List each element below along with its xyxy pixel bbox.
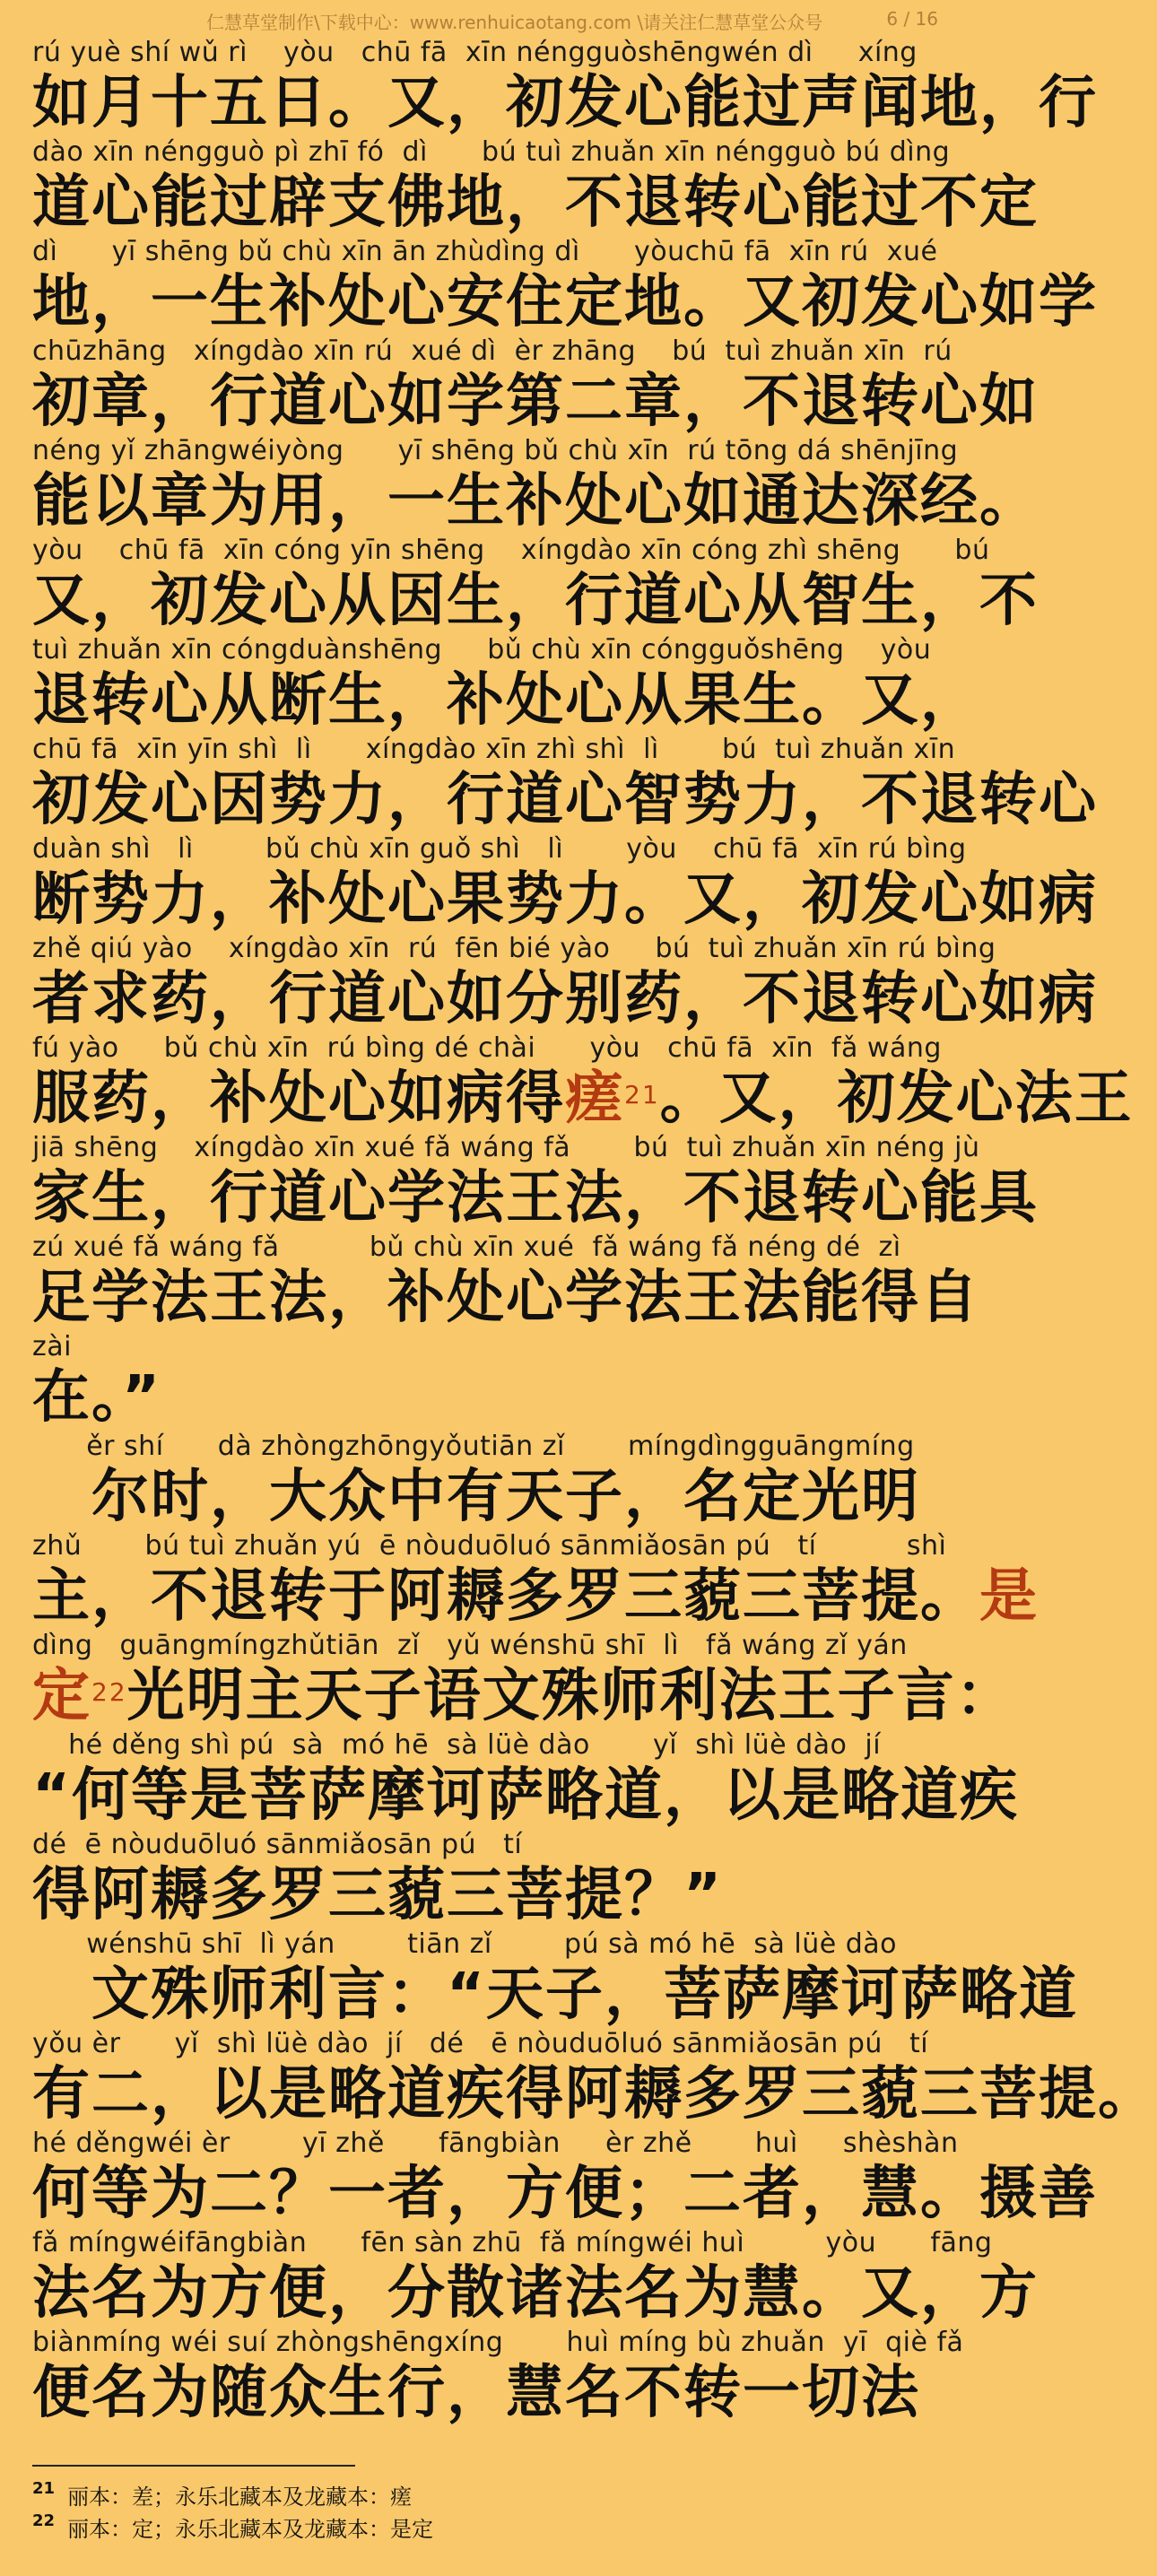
hanzi-text: 文殊师利言：“天子，菩萨摩诃萨略道 — [32, 1962, 1079, 2028]
footnote — [32, 2511, 433, 2543]
hanzi-text: 道心能过辟支佛地，不退转心能过不定 — [32, 170, 1039, 236]
hanzi-line — [32, 866, 1098, 933]
pinyin-line: dìng guāngmíngzhǔtiān zǐ yǔ wénshū shī lì fǎ wáng zǐ yán — [32, 1630, 908, 1661]
text-line — [32, 2028, 1157, 2128]
hanzi-line — [32, 1663, 1015, 1729]
hanzi-text: “何等是菩萨摩诃萨略道，以是略道疾 — [32, 1762, 1020, 1829]
hanzi-line — [32, 170, 1039, 236]
footnote-number: 21 — [32, 2479, 56, 2498]
footnote-text: 丽本：定；永乐北藏本及龙藏本：是定 — [67, 2517, 434, 2542]
hanzi-line — [32, 70, 1098, 136]
hanzi-line — [32, 1962, 1079, 2028]
hanzi-text: 又，初发心从因生，行道心从智生，不 — [32, 568, 1039, 634]
hanzi-line — [32, 269, 1098, 335]
pinyin-line: ěr shí dà zhòngzhōngyǒutiān zǐ míngdìngguāngmíng — [32, 1431, 915, 1462]
pinyin-line: hé děng shì pú sà mó hē sà lüè dào yǐ shì lüè dào jí — [32, 1729, 882, 1761]
text-line — [32, 1332, 951, 1429]
hanzi-text: 能以章为用，一生补处心如通达深经。 — [32, 468, 1039, 535]
hanzi-text: 服药，补处心如病得 — [32, 1066, 565, 1132]
footnote-number: 22 — [32, 2511, 56, 2530]
hanzi-text: 便名为随众生行，慧名不转一切法 — [32, 2360, 920, 2426]
hanzi-text: 者求药，行道心如分别药，不退转心如病 — [32, 966, 1098, 1032]
text-line — [32, 933, 1098, 1032]
pinyin-line: rú yuè shí wǔ rì yòu chū fā xīn néngguòshēngwén dì xíng — [32, 37, 918, 68]
footnote-ref[interactable]: 22 — [91, 1677, 127, 1707]
text-line — [32, 1231, 979, 1331]
header-site-text: 仁慧草堂制作\下载中心：www.renhuicaotang.com \请关注仁慧草堂公众号 — [206, 12, 823, 33]
hanzi-text: 光明主天子语文殊师利法王子言： — [126, 1663, 1015, 1729]
hanzi-line — [32, 369, 1039, 435]
variant-char: 是 — [979, 1563, 1039, 1630]
footnote — [32, 2479, 412, 2511]
text-line — [32, 1530, 1039, 1630]
hanzi-line — [32, 1762, 1020, 1829]
text-line — [32, 1630, 1015, 1729]
hanzi-line — [32, 966, 1098, 1032]
footnote-divider — [32, 2465, 355, 2467]
hanzi-line — [32, 767, 1098, 833]
text-line — [32, 2227, 1039, 2327]
pinyin-line: dào xīn néngguò pì zhī fó dì bú tuì zhuǎn xīn néngguò bú dìng — [32, 136, 951, 168]
pinyin-line: zhě qiú yào xíngdào xīn rú fēn bié yào bú tuì zhuǎn xīn rú bìng — [32, 933, 996, 964]
hanzi-line — [32, 1563, 1039, 1630]
pinyin-line: dé ē nòuduōluó sānmiǎosān pú tí — [32, 1829, 523, 1860]
hanzi-text: 如月十五日。又，初发心能过声闻地，行 — [32, 70, 1098, 136]
text-line — [32, 435, 1039, 535]
pinyin-line: duàn shì lì bǔ chù xīn guǒ shì lì yòu chū fā xīn rú bìng — [32, 833, 967, 865]
hanzi-line — [32, 1466, 951, 1528]
hanzi-line — [32, 468, 1039, 535]
hanzi-text: 家生，行道心学法王法，不退转心能具 — [32, 1165, 1039, 1231]
pinyin-line: hé děngwéi èr yī zhě fāngbiàn èr zhě huì shèshàn — [32, 2128, 959, 2159]
text-line — [32, 734, 1098, 833]
page-number: 6 / 16 — [886, 8, 938, 30]
hanzi-text: 何等为二？一者，方便；二者，慧。摄善 — [32, 2161, 1098, 2227]
text-line — [32, 136, 1039, 236]
hanzi-text: 有二，以是略道疾得阿耨多罗三藐三菩提。 — [32, 2061, 1157, 2128]
hanzi-text: 退转心从断生，补处心从果生。又， — [32, 667, 979, 734]
pinyin-line: dì yī shēng bǔ chù xīn ān zhùdìng dì yòuchū fā xīn rú xué — [32, 236, 938, 267]
text-line — [32, 2327, 964, 2426]
hanzi-line — [32, 1066, 1134, 1132]
footnote-ref[interactable]: 21 — [624, 1080, 660, 1110]
hanzi-line — [32, 1265, 979, 1331]
pinyin-line: wénshū shī lì yán tiān zǐ pú sà mó hē sà lüè dào — [32, 1928, 897, 1960]
pinyin-line: zhǔ bú tuì zhuǎn yú ē nòuduōluó sānmiǎosān pú tí shì — [32, 1530, 947, 1562]
hanzi-line — [32, 667, 979, 734]
variant-char: 瘥 — [565, 1066, 624, 1132]
hanzi-text: 得阿耨多罗三藐三菩提？” — [32, 1862, 724, 1928]
text-line — [32, 833, 1098, 933]
hanzi-text: 主，不退转于阿耨多罗三藐三菩提。 — [32, 1563, 979, 1630]
text-line — [32, 1432, 951, 1528]
hanzi-line — [32, 568, 1039, 634]
hanzi-line — [32, 2161, 1098, 2227]
pinyin-line: fú yào bǔ chù xīn rú bìng dé chài yòu chū fā xīn fǎ wáng — [32, 1032, 942, 1064]
pinyin-line: chūzhāng xíngdào xīn rú xué dì èr zhāng bú tuì zhuǎn xīn rú — [32, 335, 953, 367]
pinyin-line: jiā shēng xíngdào xīn xué fǎ wáng fǎ bú tuì zhuǎn xīn néng jù — [32, 1132, 980, 1163]
hanzi-text: 初章，行道心如学第二章，不退转心如 — [32, 369, 1039, 435]
pinyin-line: tuì zhuǎn xīn cóngduànshēng bǔ chù xīn cóngguǒshēng yòu — [32, 634, 932, 666]
text-line — [32, 634, 979, 734]
hanzi-text: 断势力，补处心果势力。又，初发心如病 — [32, 866, 1098, 933]
hanzi-text: 足学法王法，补处心学法王法能得自 — [32, 1265, 979, 1331]
hanzi-text: 初发心因势力，行道心智势力，不退转心 — [32, 767, 1098, 833]
hanzi-line — [32, 2362, 951, 2424]
hanzi-text: 。又，初发心法王 — [659, 1066, 1134, 1132]
pinyin-line: zài — [32, 1331, 72, 1362]
text-line — [32, 37, 1098, 136]
hanzi-line — [32, 1366, 951, 1429]
text-line — [32, 1032, 1134, 1132]
pinyin-line: néng yǐ zhāngwéiyòng yī shēng bǔ chù xīn rú tōng dá shēnjīng — [32, 435, 959, 466]
pinyin-line: yǒu èr yǐ shì lüè dào jí dé ē nòuduōluó sānmiǎosān pú tí — [32, 2028, 929, 2059]
hanzi-line — [32, 2061, 1157, 2128]
variant-char: 定 — [32, 1663, 91, 1729]
hanzi-line — [32, 1864, 951, 1927]
text-line — [32, 1729, 1020, 1829]
text-line — [32, 535, 1039, 634]
pinyin-line: zú xué fǎ wáng fǎ bǔ chù xīn xué fǎ wáng fǎ néng dé zì — [32, 1231, 901, 1263]
text-line — [32, 1830, 951, 1927]
text-line — [32, 2128, 1098, 2227]
page-header — [0, 0, 969, 36]
pinyin-line: chū fā xīn yīn shì lì xíngdào xīn zhì shì lì bú tuì zhuǎn xīn — [32, 734, 956, 765]
pinyin-line: yòu chū fā xīn cóng yīn shēng xíngdào xīn cóng zhì shēng bú — [32, 535, 990, 566]
footnote-text: 丽本：差；永乐北藏本及龙藏本：瘥 — [67, 2485, 413, 2510]
text-line — [32, 236, 1098, 335]
hanzi-line — [32, 2260, 1039, 2327]
text-line — [32, 335, 1039, 435]
hanzi-text: 尔时，大众中有天子，名定光明 — [32, 1464, 920, 1530]
text-line — [32, 1132, 1039, 1231]
pinyin-line: fǎ míngwéifāngbiàn fēn sàn zhū fǎ míngwéi huì yòu fāng — [32, 2227, 993, 2258]
pinyin-line: biànmíng wéi suí zhòngshēngxíng huì míng bù zhuǎn yī qiè fǎ — [32, 2327, 964, 2358]
hanzi-text: 地，一生补处心安住定地。又初发心如学 — [32, 269, 1098, 335]
hanzi-line — [32, 1165, 1039, 1231]
hanzi-text: 在。” — [32, 1364, 162, 1431]
text-line — [32, 1928, 1079, 2028]
hanzi-text: 法名为方便，分散诸法名为慧。又，方 — [32, 2260, 1039, 2327]
